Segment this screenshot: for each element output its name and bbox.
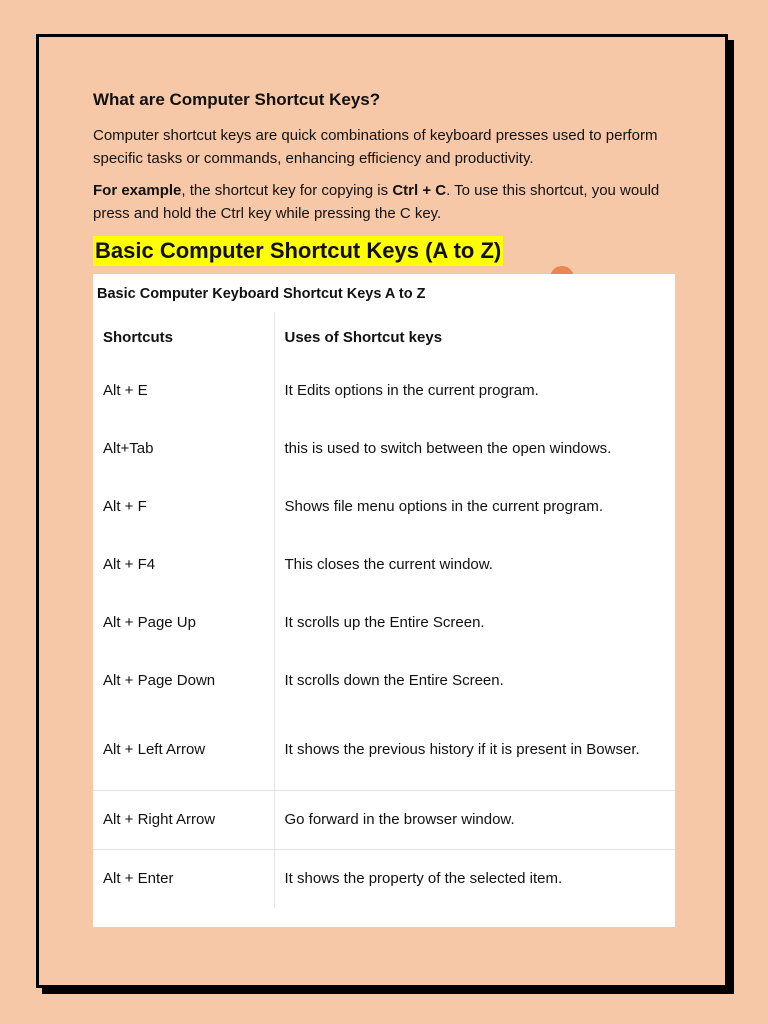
use-cell: It shows the property of the selected item. [274, 850, 675, 909]
table-row [93, 710, 675, 791]
intro-paragraph: Computer shortcut keys are quick combinations of keyboard presses used to perform specific tasks or commands, enhancing efficiency and productivity. [93, 127, 658, 167]
shortcut-cell: Alt + F4 [93, 536, 274, 594]
header-shortcuts: Shortcuts [93, 312, 274, 362]
use-cell: this is used to switch between the open windows. [284, 440, 612, 457]
use-cell: It scrolls up the Entire Screen. [284, 614, 485, 631]
shortcut-cell: Alt + Enter [93, 850, 274, 909]
table-row [93, 850, 675, 909]
table-row [93, 536, 675, 594]
example-keys: Ctrl + C [392, 182, 447, 199]
shortcut-cell: Alt + Page Down [93, 652, 274, 710]
table-caption: Basic Computer Keyboard Shortcut Keys A to Z [97, 286, 426, 302]
use-cell: It scrolls down the Entire Screen. [284, 672, 504, 689]
table-row [93, 652, 675, 710]
table-row [93, 420, 675, 478]
use-cell: Go forward in the browser window. [274, 791, 675, 850]
table-row [93, 478, 675, 536]
shortcut-cell: Alt + Right Arrow [93, 791, 274, 850]
intro-heading: What are Computer Shortcut Keys? [93, 90, 381, 109]
example-label: For example [93, 182, 182, 199]
table-header-row [93, 312, 675, 362]
shortcut-table-card [93, 274, 675, 927]
shortcut-cell: Alt + Left Arrow [93, 710, 274, 791]
use-cell: It shows the previous history if it is present in Bowser. [284, 741, 640, 758]
header-uses: Uses of Shortcut keys [284, 328, 443, 346]
shortcut-cell: Alt + Page Up [93, 594, 274, 652]
intro-section [93, 88, 683, 266]
use-cell: Shows file menu options in the current program. [284, 498, 603, 515]
example-text-a: , the shortcut key for copying is [181, 182, 393, 199]
shortcut-table [93, 312, 675, 908]
table-row [93, 791, 675, 850]
example-paragraph [93, 179, 683, 225]
table-row [93, 362, 675, 420]
use-cell: This closes the current window. [284, 556, 493, 573]
shortcut-cell: Alt + E [93, 362, 274, 420]
section-title: Basic Computer Shortcut Keys (A to Z) [93, 236, 503, 266]
use-cell: It Edits options in the current program. [284, 382, 539, 399]
table-row [93, 594, 675, 652]
shortcut-cell: Alt + F [93, 478, 274, 536]
example-text-b: . To use this shortcut, you would press and hold the Ctrl key while pressing the C key. [93, 182, 660, 222]
shortcut-cell: Alt+Tab [93, 420, 274, 478]
